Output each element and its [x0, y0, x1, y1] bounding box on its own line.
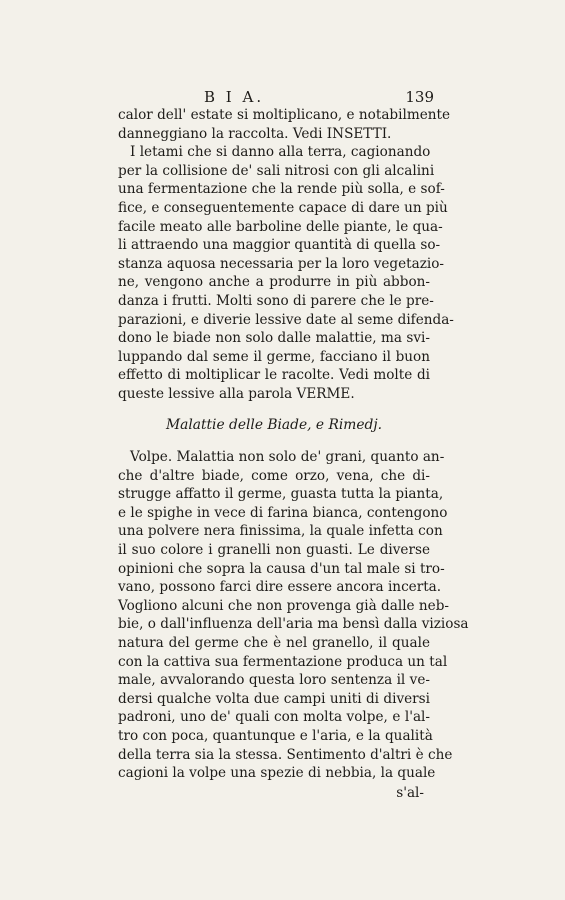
text-line: opinioni che sopra la causa d'un tal male si tro-	[118, 560, 445, 577]
text-line: luppando dal seme il germe, facciano il buon	[118, 348, 430, 365]
paragraph-volpe	[118, 448, 469, 783]
text-line: li attraendo una maggior quantità di quella so-	[118, 237, 441, 254]
text-line: dersi qualche volta due campi uniti di diversi	[118, 690, 430, 707]
text-line: natura del germe che è nel granello, il quale	[118, 635, 430, 652]
paragraph-letami	[118, 143, 454, 403]
text-line: Vogliono alcuni che non provenga già dalle neb-	[118, 597, 450, 614]
text-line: facile meato alle barboline delle piante, le qua-	[118, 218, 443, 235]
text-line: che d'altre biade, come orzo, vena, che di-	[118, 467, 430, 484]
text-line: con la cattiva sua fermentazione produca un tal	[118, 653, 448, 670]
text-line: fice, e conseguentemente capace di dare un più	[118, 199, 448, 216]
paragraph-continuation	[118, 106, 451, 143]
text-line: stanza aquosa necessaria per la loro vegetazio-	[118, 255, 445, 272]
text-line: danza i frutti. Molti sono di parere che le pre-	[118, 292, 434, 309]
text-line: il suo colore i granelli non guasti. Le diverse	[118, 542, 430, 559]
text-line: dono le biade non solo dalle malattie, ma svi-	[118, 330, 430, 347]
running-head: B I A.	[204, 88, 265, 106]
text-line: calor dell' estate si moltiplicano, e notabilmente	[118, 107, 451, 123]
text-line: parazioni, e diverie lessive date al seme difenda-	[118, 311, 454, 328]
text-line: tro con poca, quantunque e l'aria, e la qualità	[118, 728, 433, 744]
text-line: della terra sia la stessa. Sentimento d'altri è che	[118, 746, 453, 763]
text-line: queste lessive alla parola VERME.	[118, 385, 355, 402]
text-line: effetto di moltiplicar le racolte. Vedi molte di	[118, 367, 430, 384]
text-line: e le spighe in vece di farina bianca, contengono	[118, 504, 448, 521]
page-header	[118, 88, 434, 106]
page-number: 139	[405, 88, 434, 106]
text-block	[118, 88, 469, 802]
text-line: I letami che si danno alla terra, cagionando	[130, 144, 431, 161]
text-line: una polvere nera finissima, la quale infetta con	[118, 523, 443, 540]
text-line: vano, possono farci dire essere ancora incerta.	[118, 579, 442, 596]
text-line: cagioni la volpe una spezie di nebbia, la quale	[118, 765, 436, 782]
text-line: Volpe. Malattia non solo de' grani, quanto an-	[130, 449, 445, 466]
text-line: strugge affatto il germe, guasta tutta la pianta,	[118, 486, 444, 503]
text-line: ne, vengono anche a produrre in più abbon-	[118, 274, 430, 291]
section-title: Malattie delle Biade, e Rimedj.	[165, 416, 383, 433]
text-line: una fermentazione che la rende più solla, e sof-	[118, 181, 445, 198]
text-line: bie, o dall'influenza dell'aria ma bensì dalla viziosa	[118, 616, 469, 633]
text-line: male, avvalorando questa loro sentenza il ve-	[118, 672, 430, 689]
text-line: padroni, uno de' quali con molta volpe, e l'al-	[118, 709, 430, 726]
text-line: per la collisione de' sali nitrosi con gli alcalini	[118, 162, 435, 179]
text-line: danneggiano la raccolta. Vedi INSETTI.	[118, 125, 392, 142]
catchword: s'al-	[396, 784, 424, 801]
